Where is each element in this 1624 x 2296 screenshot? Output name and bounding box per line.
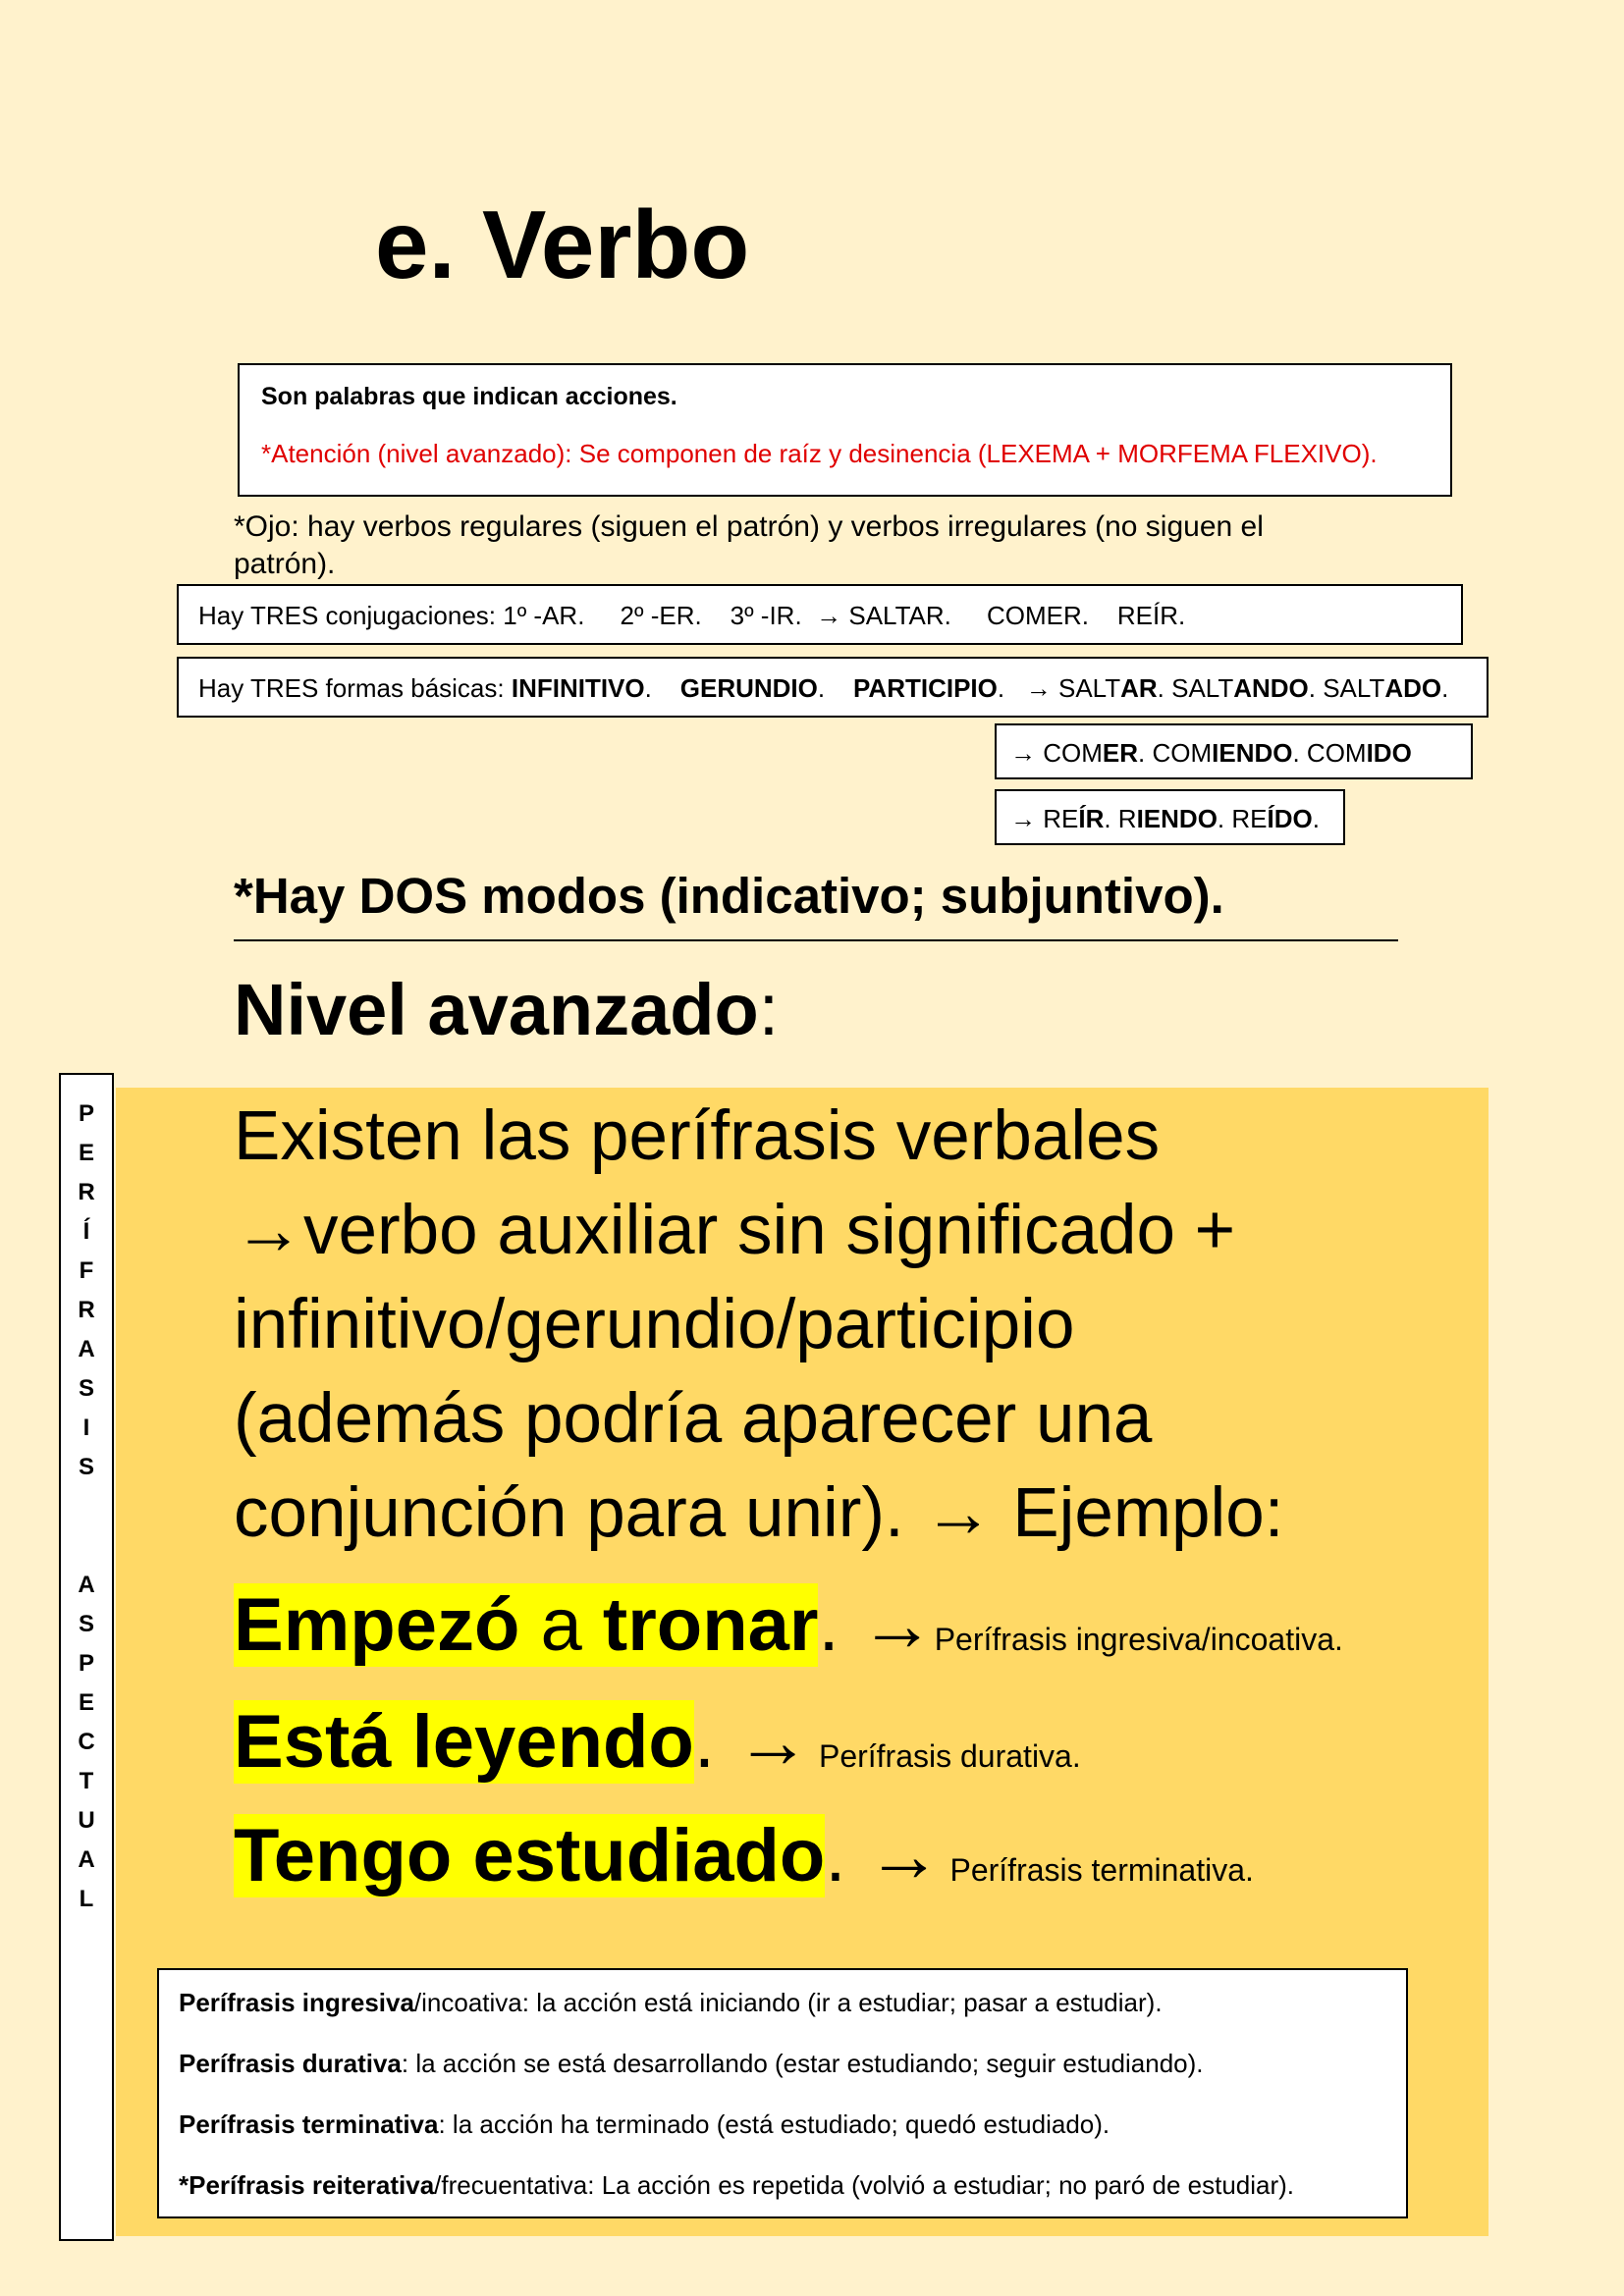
saltar-root: SALT bbox=[1051, 673, 1121, 703]
period: . bbox=[818, 1583, 860, 1667]
arrow-icon: → bbox=[923, 1474, 994, 1552]
sidebar-letter: C bbox=[78, 1729, 95, 1755]
type-definition: : la acción ha terminado (está estudiado; quedó estudiado). bbox=[438, 2109, 1110, 2139]
type-row bbox=[179, 2172, 1406, 2233]
reir-forms-box bbox=[995, 789, 1345, 845]
example-description: Perífrasis terminativa. bbox=[941, 1852, 1254, 1888]
period: . bbox=[1441, 673, 1449, 703]
sidebar-letter bbox=[61, 1526, 112, 1566]
sidebar-letter: S bbox=[78, 1375, 94, 1402]
infinitivo-label: INFINITIVO bbox=[511, 673, 645, 703]
periphrasis-verb: Está leyendo bbox=[234, 1700, 694, 1784]
explanation-line: (además podría aparecer una bbox=[234, 1380, 1153, 1458]
perifrasis-explanation bbox=[234, 1090, 1481, 1561]
nivel-avanzado-heading bbox=[234, 969, 780, 1050]
arrow-icon: → bbox=[234, 1192, 303, 1269]
example-verb-highlight bbox=[234, 1814, 825, 1897]
ojo-note: *Ojo: hay verbos regulares (siguen el patrón) y verbos irregulares (no siguen el patrón). bbox=[234, 510, 1264, 580]
example-verb-highlight bbox=[234, 1700, 694, 1784]
nivel-avanzado-label: Nivel avanzado bbox=[234, 969, 759, 1050]
sidebar-letter: A bbox=[78, 1846, 95, 1873]
arrow-icon: → bbox=[866, 1814, 942, 1897]
formas-box bbox=[177, 657, 1489, 718]
sidebar-letter: A bbox=[78, 1336, 95, 1362]
connector: a bbox=[519, 1583, 603, 1667]
comiendo-root: . COM bbox=[1138, 738, 1213, 768]
example-terminativa bbox=[234, 1814, 1254, 1897]
sidebar-letter: E bbox=[78, 1689, 94, 1716]
period: . bbox=[1312, 804, 1320, 833]
explanation-line bbox=[234, 1184, 1481, 1278]
gerundio-label: GERUNDIO bbox=[679, 673, 818, 703]
conjugaciones-examples: SALTAR. COMER. REÍR. bbox=[841, 601, 1186, 630]
type-name: *Perífrasis reiterativa bbox=[179, 2170, 435, 2200]
separator: . bbox=[817, 673, 853, 703]
sidebar-letter: A bbox=[78, 1572, 95, 1598]
sidebar-letter: Í bbox=[82, 1218, 90, 1245]
sidebar-letter: P bbox=[78, 1100, 94, 1127]
separator: . bbox=[997, 673, 1026, 703]
reido-root: . RE bbox=[1217, 804, 1268, 833]
example-description: Perífrasis ingresiva/incoativa. bbox=[934, 1622, 1343, 1657]
explanation-line bbox=[234, 1467, 1481, 1561]
type-row bbox=[179, 2111, 1406, 2172]
arrow-icon: → bbox=[1010, 804, 1036, 833]
perifrasis-types-box bbox=[157, 1968, 1408, 2218]
comiendo-ending: IENDO bbox=[1212, 738, 1293, 768]
sidebar-letter: S bbox=[78, 1454, 94, 1480]
arrow-icon: → bbox=[816, 601, 842, 630]
arrow-icon: → bbox=[735, 1700, 811, 1784]
comido-root: . COM bbox=[1292, 738, 1367, 768]
participio-label: PARTICIPIO bbox=[853, 673, 998, 703]
modos-heading: *Hay DOS modos (indicativo; subjuntivo). bbox=[234, 868, 1224, 924]
arrow-icon: → bbox=[1025, 673, 1052, 703]
example-description: Perífrasis durativa. bbox=[810, 1738, 1081, 1774]
separator: . bbox=[644, 673, 680, 703]
comer-forms-box bbox=[995, 723, 1473, 779]
conjugaciones-box bbox=[177, 584, 1463, 645]
sidebar-vertical-label bbox=[61, 1095, 112, 1919]
arrow-icon: → bbox=[1010, 738, 1036, 768]
type-definition: /incoativa: la acción está iniciando (ir a estudiar; pasar a estudiar). bbox=[413, 1988, 1163, 2017]
period: . bbox=[825, 1814, 867, 1897]
explanation-line: Existen las perífrasis verbales bbox=[234, 1097, 1161, 1175]
sidebar-letter bbox=[61, 1487, 112, 1526]
sidebar-letter: F bbox=[79, 1257, 94, 1284]
type-row bbox=[179, 1990, 1406, 2051]
comer-root: COM bbox=[1036, 738, 1103, 768]
conjugaciones-text: Hay TRES conjugaciones: 1º -AR. 2º -ER. 3º -IR. bbox=[198, 601, 817, 630]
sidebar-letter: E bbox=[78, 1140, 94, 1166]
reido-ending: ÍDO bbox=[1267, 804, 1313, 833]
saltado-ending: ADO bbox=[1384, 673, 1442, 703]
saltado-root: . SALT bbox=[1308, 673, 1385, 703]
saltar-ending: AR bbox=[1120, 673, 1158, 703]
attention-note: *Atención (nivel avanzado): Se componen de raíz y desinencia (LEXEMA + MORFEMA FLEXIVO). bbox=[261, 439, 1378, 468]
riendo-root: . R bbox=[1104, 804, 1137, 833]
explanation-text: verbo auxiliar sin significado + bbox=[303, 1192, 1236, 1269]
period: . bbox=[693, 1700, 736, 1784]
sidebar-letter: U bbox=[78, 1807, 95, 1834]
formas-prefix: Hay TRES formas básicas: bbox=[198, 673, 512, 703]
main-verb: tronar bbox=[602, 1583, 819, 1667]
type-name: Perífrasis durativa bbox=[179, 2049, 402, 2078]
reir-ending: ÍR bbox=[1078, 804, 1105, 833]
definition-text: Son palabras que indican acciones. bbox=[261, 383, 677, 410]
sidebar-letter: T bbox=[79, 1768, 94, 1794]
sidebar-letter: L bbox=[79, 1886, 94, 1912]
colon: : bbox=[758, 969, 780, 1050]
explanation-text: conjunción para unir). bbox=[234, 1474, 924, 1552]
type-definition: : la acción se está desarrollando (estar estudiando; seguir estudiando). bbox=[401, 2049, 1204, 2078]
type-name: Perífrasis ingresiva bbox=[179, 1988, 414, 2017]
explanation-text: Ejemplo: bbox=[993, 1474, 1284, 1552]
sidebar-letter: I bbox=[82, 1415, 90, 1441]
sidebar-letter: R bbox=[78, 1179, 95, 1205]
saltando-root: . SALT bbox=[1157, 673, 1234, 703]
arrow-icon: → bbox=[859, 1583, 935, 1667]
page-title: e. Verbo bbox=[375, 190, 750, 298]
auxiliary-verb: Empezó bbox=[234, 1583, 520, 1667]
riendo-ending: IENDO bbox=[1136, 804, 1218, 833]
saltando-ending: ANDO bbox=[1233, 673, 1309, 703]
perifrasis-aspectual-sidebar bbox=[59, 1073, 114, 2241]
type-name: Perífrasis terminativa bbox=[179, 2109, 439, 2139]
example-verb-highlight bbox=[234, 1583, 818, 1667]
divider-line bbox=[234, 939, 1398, 941]
sidebar-letter: S bbox=[78, 1611, 94, 1637]
sidebar-letter: R bbox=[78, 1297, 95, 1323]
sidebar-letter: P bbox=[78, 1650, 94, 1677]
definition-box bbox=[238, 363, 1452, 497]
comido-ending: IDO bbox=[1366, 738, 1412, 768]
comer-ending: ER bbox=[1102, 738, 1139, 768]
type-row bbox=[179, 2051, 1406, 2111]
type-definition: /frecuentativa: La acción es repetida (volvió a estudiar; no paró de estudiar). bbox=[434, 2170, 1295, 2200]
example-durativa bbox=[234, 1700, 1081, 1784]
explanation-line: infinitivo/gerundio/participio bbox=[234, 1286, 1075, 1363]
example-ingresiva bbox=[234, 1583, 1343, 1667]
periphrasis-verb: Tengo estudiado bbox=[234, 1814, 826, 1897]
reir-root: RE bbox=[1036, 804, 1079, 833]
